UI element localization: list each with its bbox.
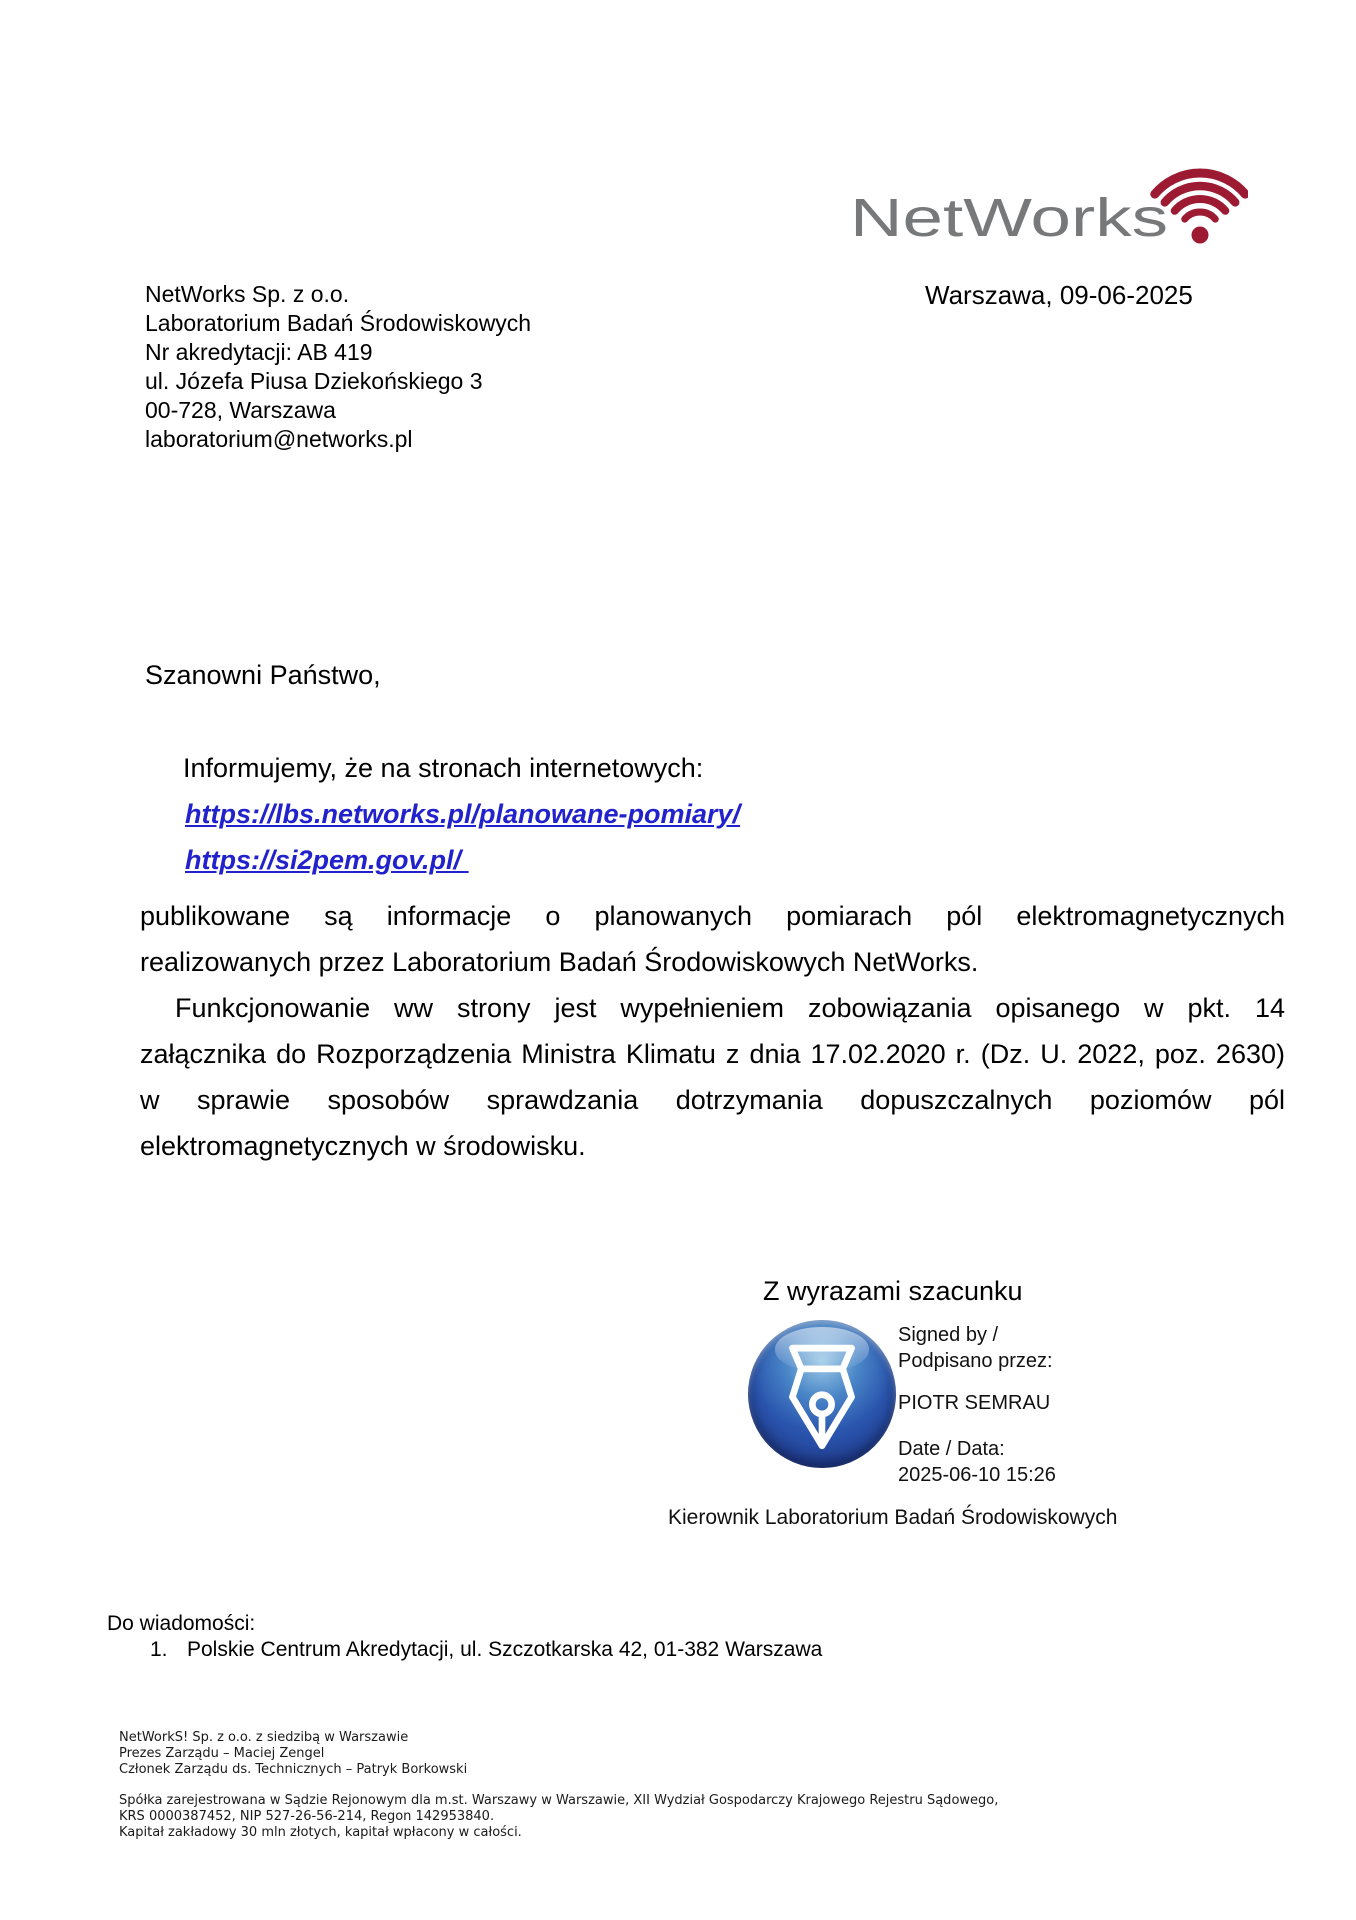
footer-company-name: NetWorkS! Sp. z o.o. z siedzibą w Warszawie xyxy=(119,1730,409,1745)
body-paragraphs xyxy=(140,893,1285,1169)
intro-line: Informujemy, że na stronach internetowych: xyxy=(183,753,704,783)
link-planowane-pomiary[interactable]: https://lbs.networks.pl/planowane-pomiary/ xyxy=(185,799,741,829)
footer-registration-block xyxy=(119,1793,998,1841)
signer-name: PIOTR SEMRAU xyxy=(898,1392,1051,1414)
sender-address-block xyxy=(145,280,531,454)
sender-city: 00-728, Warszawa xyxy=(145,397,336,423)
cc-item-text: Polskie Centrum Akredytacji, ul. Szczotkarska 42, 01-382 Warszawa xyxy=(187,1638,823,1661)
sign-date-value: 2025-06-10 15:26 xyxy=(898,1464,1056,1486)
sender-company: NetWorks Sp. z o.o. xyxy=(145,281,350,307)
sender-email: laboratorium@networks.pl xyxy=(145,426,413,452)
signed-by-label: Signed by / xyxy=(898,1324,999,1346)
body-line: publikowane są informacje o planowanych pomiarach pól elektromagnetycznych xyxy=(140,901,1285,931)
cc-item xyxy=(150,1638,822,1662)
footer-krs-nip-regon: KRS 0000387452, NIP 527-26-56-214, Regon 142953840. xyxy=(119,1809,495,1824)
sender-street: ul. Józefa Piusa Dziekońskiego 3 xyxy=(145,368,483,394)
cc-heading: Do wiadomości: xyxy=(107,1612,256,1635)
footer-company-block xyxy=(119,1730,467,1778)
link-row-1 xyxy=(185,799,740,830)
body-line: elektromagnetycznych w środowisku. xyxy=(140,1131,586,1161)
signature-stamp xyxy=(748,1320,896,1468)
link-row-2 xyxy=(185,845,469,876)
footer-board-member: Członek Zarządu ds. Technicznych – Patryk Borkowski xyxy=(119,1762,468,1777)
body-line: załącznika do Rozporządzenia Ministra Klimatu z dnia 17.02.2020 r. (Dz. U. 2022, poz. 2630) xyxy=(140,1039,1285,1069)
body-line: w sprawie sposobów sprawdzania dotrzymania dopuszczalnych poziomów pól xyxy=(140,1085,1285,1115)
body-line: Funkcjonowanie ww strony jest wypełnieniem zobowiązania opisanego w pkt. 14 xyxy=(175,993,1285,1023)
signed-by-label-pl: Podpisano przez: xyxy=(898,1350,1053,1372)
wifi-icon xyxy=(1155,173,1245,243)
pen-nib-icon xyxy=(748,1320,896,1468)
footer-registration: Spółka zarejestrowana w Sądzie Rejonowym dla m.st. Warszawy w Warszawie, XII Wydział Gospodarczy Krajowego Rejestru Sądowego, xyxy=(119,1793,999,1808)
closing-salutation: Z wyrazami szacunku xyxy=(763,1276,1023,1306)
cc-item-number: 1. xyxy=(150,1638,168,1661)
networks-logo xyxy=(848,158,1248,258)
signer-role: Kierownik Laboratorium Badań Środowiskowych xyxy=(668,1506,1118,1529)
footer-capital: Kapitał zakładowy 30 mln złotych, kapitał wpłacony w całości. xyxy=(119,1825,522,1840)
place-and-date: Warszawa, 09-06-2025 xyxy=(925,280,1193,310)
sender-accreditation: Nr akredytacji: AB 419 xyxy=(145,339,373,365)
signature-text-block xyxy=(898,1322,1056,1488)
link-si2pem[interactable]: https://si2pem.gov.pl/ xyxy=(185,845,462,875)
greeting: Szanowni Państwo, xyxy=(145,660,381,690)
footer-president: Prezes Zarządu – Maciej Zengel xyxy=(119,1746,325,1761)
body-line: realizowanych przez Laboratorium Badań Środowiskowych NetWorks. xyxy=(140,947,979,977)
sign-date-label: Date / Data: xyxy=(898,1438,1005,1460)
logo-text: NetWorks xyxy=(850,188,1168,248)
networks-logo-graphic xyxy=(848,158,1248,258)
sender-lab: Laboratorium Badań Środowiskowych xyxy=(145,310,532,336)
